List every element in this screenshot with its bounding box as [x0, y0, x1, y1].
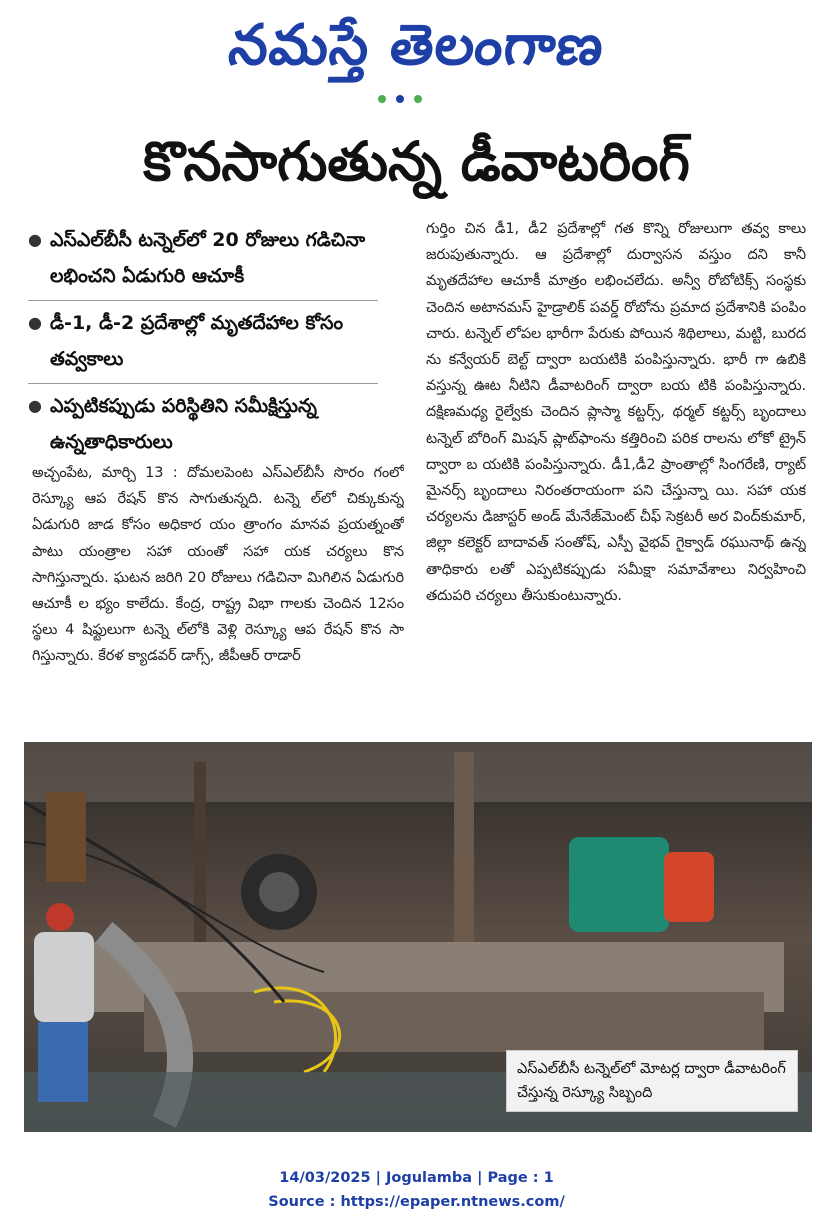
bullet-icon: ●	[28, 230, 42, 249]
decorative-dots	[378, 92, 458, 106]
page-footer	[0, 1166, 833, 1214]
dot-icon	[396, 95, 404, 103]
highlight-bullets	[28, 218, 378, 466]
dot-icon	[414, 95, 422, 103]
bullet-icon: ●	[28, 396, 42, 415]
bullet-icon: ●	[28, 313, 42, 332]
source-link[interactable]: Source : https://epaper.ntnews.com/	[268, 1194, 565, 1210]
bullet-item	[28, 384, 378, 466]
newspaper-logo: నమస్తే తెలంగాణ	[225, 13, 608, 78]
dot-icon	[378, 95, 386, 103]
masthead	[0, 6, 833, 86]
article-body-left: అచ్చంపేట, మార్చి 13 : దోమలపెంట ఎస్ఎల్‌బీసీ సొరం గంలో రెస్క్యూ ఆప రేషన్ కొన సాగుతున్నది. టన్నె ల్‌లో చిక్కుకున్న ఏడుగురి జాడ కోసం అధికార యం త్రాంగం మానవ ప్రయత్నంతో పాటు యంత్రాల సహా యంతో సహా యక చర్యలు కొన సాగిస్తున్నారు. ఘటన జరిగి 20 రోజులు గడిచినా మిగిలిన ఏడుగురి ఆచూకీ ల భ్యం కాలేదు. కేంద్ర, రాష్ట్ర విభా గాలకు చెందిన 12సం స్థలు 4 షిఫ్టులుగా టన్నె ల్‌లోకి వెళ్లి రెస్క్యూ ఆప రేషన్ కొన సా గిస్తున్నారు. కేరళ క్యాడవర్ డాగ్స్, జీపీఆర్ రాడార్	[32, 465, 404, 665]
bullet-text: ఎస్ఎల్‌బీసీ టన్నెల్‌లో 20 రోజులు గడిచినా లభించని ఏడుగురి ఆచూకీ	[50, 229, 366, 287]
photo-caption: ఎస్ఎల్‌బీసీ టన్నెల్‌లో మోటర్ల ద్వారా డీవాటరింగ్ చేస్తున్న రెస్క్యూ సిబ్బంది	[506, 1050, 798, 1112]
article-headline: కొనసాగుతున్న డీవాటరింగ్	[143, 130, 690, 193]
edition-info: 14/03/2025 | Jogulamba | Page : 1	[279, 1170, 554, 1186]
article-photo	[24, 742, 812, 1132]
bullet-text: డీ-1, డీ-2 ప్రదేశాల్లో మృతదేహాల కోసం తవ్వకాలు	[50, 312, 344, 370]
article-body-right: గుర్తిం చిన డీ1, డీ2 ప్రదేశాల్లో గత కొన్ని రోజులుగా తవ్వ కాలు జరుపుతున్నారు. ఆ ప్రదేశాల్లో దుర్వాసన వస్తుం దని కానీ మృతదేహాల ఆచూకీ మాత్రం లభించలేదు. అన్వీ రోబోటిక్స్ సంస్థకు చెందిన అటానమస్ హైడ్రాలిక్ పవర్డ్ రోబోను ప్రమాద ప్రదేశానికి పంపిం చారు. టన్నెల్ లోపల భారీగా పేరుకు పోయిన శిథిలాలు, మట్టి, బురద ను కన్వేయర్ బెల్ట్ ద్వారా బయటికి పంపిస్తున్నారు. భారీ గా ఉబికి వస్తున్న ఊట నీటిని డీవాటరింగ్ ద్వారా బయ టికి పంపిస్తున్నారు. దక్షిణమధ్య రైల్వేకు చెందిన ప్లాస్మా కట్టర్స్, థర్మల్ కట్టర్స్ బృందాలు టన్నెల్ బోరింగ్ మిషన్ ప్లాట్‌ఫాంను కత్తిరించి పరిక రాలను లోకో ట్రైన్ ద్వారా బ యటికి పంపిస్తున్నారు. డీ1,డీ2 ప్రాంతాల్లో సింగరేణి, ర్యాట్ మైనర్స్ బృందాలు నిరంతరాయంగా పని చేస్తున్నా యి. సహా యక చర్యలను డిజాస్టర్ అండ్ మేనేజ్‌మెంట్ చీఫ్ సెక్రటరీ అర వింద్‌కుమార్, జిల్లా కలెక్టర్ బాదావత్ సంతోష్, ఎస్పీ వైభవ్ గైక్వాడ్ రఘునాథ్ ఉన్న తాధికారు లతో ఎప్పటికప్పుడు సమీక్షా సమావేశాలు నిర్వహించి తదుపరి చర్యలు తీసుకుంటున్నారు.	[426, 221, 806, 604]
bullet-item	[28, 301, 378, 384]
bullet-item	[28, 218, 378, 301]
bullet-text: ఎప్పటికప్పుడు పరిస్థితిని సమీక్షిస్తున్న ఉన్నతాధికారులు	[50, 395, 317, 453]
